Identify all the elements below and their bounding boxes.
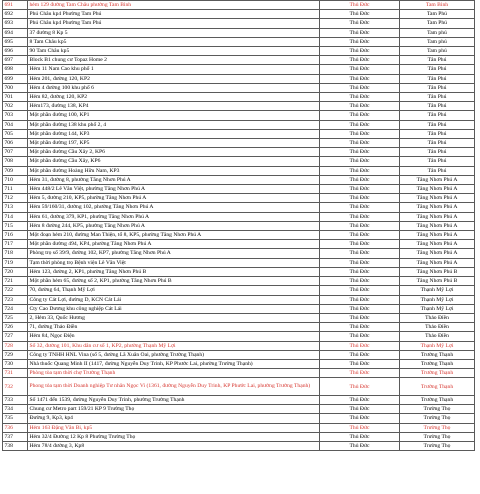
address-cell: Phú Châu kp4 Phường Tam Phú bbox=[28, 10, 320, 19]
address-cell: Hẻm 448/2 Lê Văn Việt, phường Tăng Nhơn Phú A bbox=[28, 185, 320, 194]
address-cell: Hẻm 11 Nam Cao khu phố 1 bbox=[28, 65, 320, 74]
address-cell: Hẻm 61, đường 379, KP1, phường Tăng Nhơn Phú A bbox=[28, 212, 320, 221]
table-row bbox=[3, 1, 475, 10]
row-number-cell: 725 bbox=[3, 313, 28, 322]
address-cell: Hẻm 78/4 đường 3, Kp8 bbox=[28, 441, 320, 450]
ward-cell: Trường Thạnh bbox=[400, 378, 475, 396]
row-number-cell: 702 bbox=[3, 102, 28, 111]
table-row bbox=[3, 175, 475, 184]
ward-cell: Trường Thọ bbox=[400, 441, 475, 450]
row-number-cell: 711 bbox=[3, 185, 28, 194]
ward-cell: Tăng Nhơn Phú A bbox=[400, 249, 475, 258]
table-row bbox=[3, 423, 475, 432]
district-cell: Thủ Đức bbox=[320, 74, 400, 83]
table-row bbox=[3, 203, 475, 212]
address-cell: Nhà thuốc Quang Minh II (1417, đường Nguyễn Duy Trinh, KP Phước Lai, phường Trường Thạnh) bbox=[28, 359, 320, 368]
district-cell: Thủ Đức bbox=[320, 56, 400, 65]
ward-cell: Trường Thạnh bbox=[400, 395, 475, 404]
row-number-cell: 693 bbox=[3, 19, 28, 28]
district-cell: Thủ Đức bbox=[320, 120, 400, 129]
table-row bbox=[3, 194, 475, 203]
row-number-cell: 735 bbox=[3, 414, 28, 423]
district-cell: Thủ Đức bbox=[320, 277, 400, 286]
district-cell: Thủ Đức bbox=[320, 295, 400, 304]
ward-cell: Tăng Nhơn Phú A bbox=[400, 221, 475, 230]
table-row bbox=[3, 378, 475, 396]
ward-cell: Thảo Điền bbox=[400, 313, 475, 322]
ward-cell: Trường Thọ bbox=[400, 414, 475, 423]
address-cell: Một phần đường 138 khu phố 2, 4 bbox=[28, 120, 320, 129]
ward-cell: Trường Thạnh bbox=[400, 369, 475, 378]
address-cell: 90 Tam Châu kp5 bbox=[28, 47, 320, 56]
table-row bbox=[3, 56, 475, 65]
row-number-cell: 701 bbox=[3, 93, 28, 102]
row-number-cell: 730 bbox=[3, 359, 28, 368]
district-cell: Thủ Đức bbox=[320, 166, 400, 175]
ward-cell: Tân Phú bbox=[400, 83, 475, 92]
ward-cell: Tân Phú bbox=[400, 148, 475, 157]
table-row bbox=[3, 83, 475, 92]
row-number-cell: 733 bbox=[3, 395, 28, 404]
ward-cell: Trường Thọ bbox=[400, 423, 475, 432]
district-cell: Thủ Đức bbox=[320, 395, 400, 404]
address-cell: Phòng trọ số 39/9, đường 102, KP7, phường Tăng Nhơn Phú A bbox=[28, 249, 320, 258]
table-row bbox=[3, 341, 475, 350]
ward-cell: Tân Phú bbox=[400, 74, 475, 83]
ward-cell: Tân Phú bbox=[400, 166, 475, 175]
district-cell: Thủ Đức bbox=[320, 157, 400, 166]
district-cell: Thủ Đức bbox=[320, 258, 400, 267]
district-cell: Thủ Đức bbox=[320, 432, 400, 441]
row-number-cell: 712 bbox=[3, 194, 28, 203]
table-row bbox=[3, 28, 475, 37]
table-row bbox=[3, 240, 475, 249]
table-row bbox=[3, 139, 475, 148]
ward-cell: Thạnh Mỹ Lợi bbox=[400, 295, 475, 304]
table-row bbox=[3, 313, 475, 322]
row-number-cell: 717 bbox=[3, 240, 28, 249]
district-cell: Thủ Đức bbox=[320, 139, 400, 148]
address-cell: Phú Châu kp4 Phường Tam Phú bbox=[28, 19, 320, 28]
address-cell: Tạm thời phòng trọ Bệnh viện Lê Văn Việt bbox=[28, 258, 320, 267]
address-cell: 37 đường 8 Kp 5 bbox=[28, 28, 320, 37]
district-cell: Thủ Đức bbox=[320, 93, 400, 102]
table-row bbox=[3, 65, 475, 74]
address-cell: Hẻm 4 đường 100 khu phố 6 bbox=[28, 83, 320, 92]
row-number-cell: 710 bbox=[3, 175, 28, 184]
ward-cell: Trường Thạnh bbox=[400, 350, 475, 359]
row-number-cell: 713 bbox=[3, 203, 28, 212]
district-cell: Thủ Đức bbox=[320, 378, 400, 396]
row-number-cell: 736 bbox=[3, 423, 28, 432]
ward-cell: Tăng Nhơn Phú A bbox=[400, 194, 475, 203]
district-cell: Thủ Đức bbox=[320, 423, 400, 432]
row-number-cell: 721 bbox=[3, 277, 28, 286]
row-number-cell: 700 bbox=[3, 83, 28, 92]
district-cell: Thủ Đức bbox=[320, 102, 400, 111]
table-row bbox=[3, 304, 475, 313]
district-cell: Thủ Đức bbox=[320, 1, 400, 10]
ward-cell: Tăng Nhơn Phú A bbox=[400, 258, 475, 267]
address-cell: Số 32, đường 101, Khu dân cư số 1, KP2, phường Thạnh Mỹ Lợi bbox=[28, 341, 320, 350]
address-cell: 2, Hẻm 33, Quốc Hương bbox=[28, 313, 320, 322]
district-cell: Thủ Đức bbox=[320, 212, 400, 221]
district-cell: Thủ Đức bbox=[320, 414, 400, 423]
address-cell: Block B1 chung cư Topaz Home 2 bbox=[28, 56, 320, 65]
ward-cell: Tân Phú bbox=[400, 65, 475, 74]
district-cell: Thủ Đức bbox=[320, 83, 400, 92]
ward-cell: Thạnh Mỹ Lợi bbox=[400, 341, 475, 350]
district-cell: Thủ Đức bbox=[320, 359, 400, 368]
ward-cell: Tam Bình bbox=[400, 1, 475, 10]
ward-cell: Tân Phú bbox=[400, 120, 475, 129]
address-cell: Chung cư Metro part 159/21 KP 9 Trường Thọ bbox=[28, 405, 320, 414]
table-row bbox=[3, 185, 475, 194]
address-cell: Hẻm 163 Đặng Văn Bi, kp5 bbox=[28, 423, 320, 432]
address-cell: Đường 9, Kp3, kp4 bbox=[28, 414, 320, 423]
row-number-cell: 706 bbox=[3, 139, 28, 148]
district-cell: Thủ Đức bbox=[320, 10, 400, 19]
address-cell: Một phần đường Cầu Xây 2, KP6 bbox=[28, 148, 320, 157]
district-cell: Thủ Đức bbox=[320, 369, 400, 378]
ward-cell: Tam phú bbox=[400, 28, 475, 37]
table-row bbox=[3, 441, 475, 450]
row-number-cell: 709 bbox=[3, 166, 28, 175]
address-cell: Hẻm 8 đường 244, KP5, phường Tăng Nhơn Phú A bbox=[28, 221, 320, 230]
district-cell: Thủ Đức bbox=[320, 129, 400, 138]
table-row bbox=[3, 277, 475, 286]
table-row bbox=[3, 157, 475, 166]
district-cell: Thủ Đức bbox=[320, 313, 400, 322]
row-number-cell: 705 bbox=[3, 129, 28, 138]
address-cell: Hẻm 59/160/31, đường 102, phường Tăng Nhơn Phú A bbox=[28, 203, 320, 212]
row-number-cell: 697 bbox=[3, 56, 28, 65]
address-cell: Phòng tòa tạm thời chợ Trường Thạnh bbox=[28, 369, 320, 378]
row-number-cell: 723 bbox=[3, 295, 28, 304]
row-number-cell: 724 bbox=[3, 304, 28, 313]
table-row bbox=[3, 267, 475, 276]
table-row bbox=[3, 74, 475, 83]
address-cell: Một phần đường 144, KP3 bbox=[28, 129, 320, 138]
address-cell: Số 1471 đến 1539, đường Nguyễn Duy Trinh, phường Trường Thạnh bbox=[28, 395, 320, 404]
address-cell: Hẻm173, đường 138, KP4 bbox=[28, 102, 320, 111]
ward-cell: Tam Phú bbox=[400, 10, 475, 19]
ward-cell: Tân Phú bbox=[400, 102, 475, 111]
ward-cell: Thạnh Mỹ Lợi bbox=[400, 286, 475, 295]
table-row bbox=[3, 258, 475, 267]
row-number-cell: 695 bbox=[3, 37, 28, 46]
address-cell: Một phần đường 197, KP5 bbox=[28, 139, 320, 148]
row-number-cell: 707 bbox=[3, 148, 28, 157]
address-cell: Công ty Cát Lợi, đường D, KCN Cát Lái bbox=[28, 295, 320, 304]
row-number-cell: 738 bbox=[3, 441, 28, 450]
row-number-cell: 708 bbox=[3, 157, 28, 166]
row-number-cell: 703 bbox=[3, 111, 28, 120]
ward-cell: Tam phú bbox=[400, 37, 475, 46]
ward-cell: Thảo Điền bbox=[400, 323, 475, 332]
data-table bbox=[2, 0, 475, 451]
table-row bbox=[3, 166, 475, 175]
district-cell: Thủ Đức bbox=[320, 267, 400, 276]
table-row bbox=[3, 102, 475, 111]
row-number-cell: 731 bbox=[3, 369, 28, 378]
row-number-cell: 732 bbox=[3, 378, 28, 396]
ward-cell: Tân Phú bbox=[400, 157, 475, 166]
district-cell: Thủ Đức bbox=[320, 221, 400, 230]
ward-cell: Tân Phú bbox=[400, 129, 475, 138]
ward-cell: Tăng Nhơn Phú A bbox=[400, 175, 475, 184]
district-cell: Thủ Đức bbox=[320, 304, 400, 313]
district-cell: Thủ Đức bbox=[320, 19, 400, 28]
row-number-cell: 694 bbox=[3, 28, 28, 37]
table-row bbox=[3, 148, 475, 157]
row-number-cell: 716 bbox=[3, 231, 28, 240]
table-row bbox=[3, 286, 475, 295]
row-number-cell: 699 bbox=[3, 74, 28, 83]
table-row bbox=[3, 395, 475, 404]
table-row bbox=[3, 249, 475, 258]
address-cell: Phong tỏa tạm thời Doanh nghiệp Tư nhân Ngọc Vi (1361, đường Nguyễn Duy Trinh, KP Phước Lai, phường Trường Thạnh) bbox=[28, 378, 320, 396]
row-number-cell: 691 bbox=[3, 1, 28, 10]
address-cell: Hẻm 82, đường 120, KP2 bbox=[28, 93, 320, 102]
district-cell: Thủ Đức bbox=[320, 323, 400, 332]
table-row bbox=[3, 111, 475, 120]
address-cell: Hẻm 201, đường 120, KP2 bbox=[28, 74, 320, 83]
table-row bbox=[3, 414, 475, 423]
table-row bbox=[3, 350, 475, 359]
address-cell: 70, đường 64, Thạnh Mỹ Lợi bbox=[28, 286, 320, 295]
address-cell: hẻm 129 đường Tam Châu phường Tam Bình bbox=[28, 1, 320, 10]
table-row bbox=[3, 10, 475, 19]
address-cell: 71, đường Thảo Điền bbox=[28, 323, 320, 332]
district-cell: Thủ Đức bbox=[320, 441, 400, 450]
row-number-cell: 734 bbox=[3, 405, 28, 414]
row-number-cell: 729 bbox=[3, 350, 28, 359]
district-cell: Thủ Đức bbox=[320, 111, 400, 120]
table-body bbox=[3, 1, 475, 451]
district-cell: Thủ Đức bbox=[320, 28, 400, 37]
row-number-cell: 727 bbox=[3, 332, 28, 341]
district-cell: Thủ Đức bbox=[320, 148, 400, 157]
row-number-cell: 726 bbox=[3, 323, 28, 332]
district-cell: Thủ Đức bbox=[320, 231, 400, 240]
address-cell: Hẻm 32/4 Đường 12 Kp 8 Phường Trường Thọ bbox=[28, 432, 320, 441]
address-cell: Cty Cao Dương khu công nghiệp Cát Lái bbox=[28, 304, 320, 313]
row-number-cell: 737 bbox=[3, 432, 28, 441]
address-cell: Hẻm 123, đường 2, KP1, phường Tăng Nhơn Phú B bbox=[28, 267, 320, 276]
district-cell: Thủ Đức bbox=[320, 194, 400, 203]
table-row bbox=[3, 37, 475, 46]
district-cell: Thủ Đức bbox=[320, 286, 400, 295]
address-cell: Công ty TNHH HNL Vina (số 5, đường Lã Xuân Oai, phường Trường Thạnh) bbox=[28, 350, 320, 359]
ward-cell: Tân Phú bbox=[400, 111, 475, 120]
table-row bbox=[3, 120, 475, 129]
row-number-cell: 696 bbox=[3, 47, 28, 56]
row-number-cell: 714 bbox=[3, 212, 28, 221]
district-cell: Thủ Đức bbox=[320, 175, 400, 184]
table-row bbox=[3, 231, 475, 240]
address-cell: Hẻm 5, đường 210, KP5, phường Tăng Nhơn Phú A bbox=[28, 194, 320, 203]
row-number-cell: 704 bbox=[3, 120, 28, 129]
district-cell: Thủ Đức bbox=[320, 341, 400, 350]
address-cell: Hẻm 84, Ngọc Điện bbox=[28, 332, 320, 341]
ward-cell: Tân Phú bbox=[400, 139, 475, 148]
address-cell: Một phần đường Hoàng Hữu Nam, KP3 bbox=[28, 166, 320, 175]
address-cell: Hẻm 31, đường 8, phường Tăng Nhơn Phú A bbox=[28, 175, 320, 184]
district-cell: Thủ Đức bbox=[320, 249, 400, 258]
district-cell: Thủ Đức bbox=[320, 240, 400, 249]
table-row bbox=[3, 47, 475, 56]
row-number-cell: 728 bbox=[3, 341, 28, 350]
district-cell: Thủ Đức bbox=[320, 405, 400, 414]
row-number-cell: 692 bbox=[3, 10, 28, 19]
table-row bbox=[3, 212, 475, 221]
row-number-cell: 722 bbox=[3, 286, 28, 295]
address-cell: Một phần hẻm 65, đường số 2, KP1, phường Tăng Nhơn Phú B bbox=[28, 277, 320, 286]
district-cell: Thủ Đức bbox=[320, 350, 400, 359]
district-cell: Thủ Đức bbox=[320, 37, 400, 46]
table-row bbox=[3, 129, 475, 138]
district-cell: Thủ Đức bbox=[320, 203, 400, 212]
ward-cell: Thạnh Mỹ Lợi bbox=[400, 304, 475, 313]
district-cell: Thủ Đức bbox=[320, 47, 400, 56]
table-row bbox=[3, 295, 475, 304]
ward-cell: Tân Phú bbox=[400, 93, 475, 102]
ward-cell: Trường Thạnh bbox=[400, 359, 475, 368]
ward-cell: Tăng Nhơn Phú A bbox=[400, 240, 475, 249]
ward-cell: Tân Phú bbox=[400, 56, 475, 65]
ward-cell: Tăng Nhơn Phú A bbox=[400, 212, 475, 221]
district-cell: Thủ Đức bbox=[320, 332, 400, 341]
ward-cell: Tăng Nhơn Phú A bbox=[400, 185, 475, 194]
table-row bbox=[3, 369, 475, 378]
table-row bbox=[3, 221, 475, 230]
row-number-cell: 718 bbox=[3, 249, 28, 258]
table-row bbox=[3, 19, 475, 28]
row-number-cell: 698 bbox=[3, 65, 28, 74]
address-cell: Một đoạn hẻm 210, đường Man Thiện, tổ 8, KP5, phường Tăng Nhơn Phú A bbox=[28, 231, 320, 240]
table-row bbox=[3, 405, 475, 414]
address-cell: Một phần đường Cầu Xây, KP6 bbox=[28, 157, 320, 166]
table-row bbox=[3, 323, 475, 332]
ward-cell: Thảo Điền bbox=[400, 332, 475, 341]
row-number-cell: 720 bbox=[3, 267, 28, 276]
address-cell: Một phần đường 494, KP4, phường Tăng Nhơn Phú A bbox=[28, 240, 320, 249]
table-row bbox=[3, 93, 475, 102]
ward-cell: Tăng Nhơn Phú B bbox=[400, 277, 475, 286]
district-cell: Thủ Đức bbox=[320, 65, 400, 74]
ward-cell: Trường Thọ bbox=[400, 432, 475, 441]
ward-cell: Tăng Nhơn Phú B bbox=[400, 267, 475, 276]
table-row bbox=[3, 432, 475, 441]
ward-cell: Tam phú bbox=[400, 47, 475, 56]
address-cell: 8 Tam Châu kp5 bbox=[28, 37, 320, 46]
district-cell: Thủ Đức bbox=[320, 185, 400, 194]
address-cell: Một phần đường 100, KP1 bbox=[28, 111, 320, 120]
row-number-cell: 715 bbox=[3, 221, 28, 230]
ward-cell: Tam Phú bbox=[400, 19, 475, 28]
ward-cell: Tăng Nhơn Phú A bbox=[400, 231, 475, 240]
row-number-cell: 719 bbox=[3, 258, 28, 267]
ward-cell: Tăng Nhơn Phú A bbox=[400, 203, 475, 212]
ward-cell: Trường Thọ bbox=[400, 405, 475, 414]
table-row bbox=[3, 332, 475, 341]
table-row bbox=[3, 359, 475, 368]
